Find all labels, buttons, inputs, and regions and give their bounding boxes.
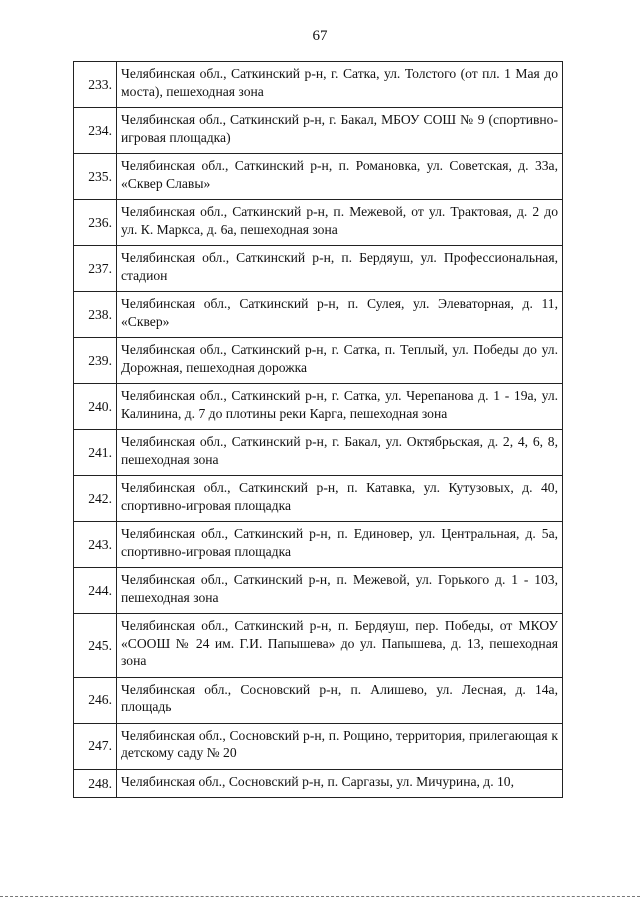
address-text: Челябинская обл., Саткинский р-н, п. Единовер, ул. Центральная, д. 5а, спортивно-игровая площадка <box>121 526 558 559</box>
row-number: 242. <box>74 476 117 522</box>
address-text: Челябинская обл., Саткинский р-н, г. Бакал, МБОУ СОШ № 9 (спортивно-игровая площадка) <box>121 112 558 145</box>
address-cell <box>117 108 563 154</box>
address-cell <box>117 476 563 522</box>
row-number: 237. <box>74 246 117 292</box>
address-text: Челябинская обл., Саткинский р-н, г. Сатка, п. Теплый, ул. Победы до ул. Дорожная, пешеходная дорожка <box>121 342 558 375</box>
address-text: Челябинская обл., Сосновский р-н, п. Саргазы, ул. Мичурина, д. 10, <box>121 773 515 789</box>
table-row <box>74 430 563 476</box>
address-cell <box>117 568 563 614</box>
address-cell <box>117 430 563 476</box>
address-table <box>73 61 563 798</box>
row-number: 239. <box>74 338 117 384</box>
address-text: Челябинская обл., Саткинский р-н, г. Сатка, ул. Черепанова д. 1 - 19а, ул. Калинина, д. 7 до плотины реки Карга, пешеходная зона <box>121 388 558 421</box>
address-text: Челябинская обл., Саткинский р-н, г. Бакал, ул. Октябрьская, д. 2, 4, 6, 8, пешеходная зона <box>121 434 558 467</box>
address-cell <box>117 338 563 384</box>
row-number: 240. <box>74 384 117 430</box>
row-number: 248. <box>74 769 117 798</box>
row-number: 236. <box>74 200 117 246</box>
table-row <box>74 522 563 568</box>
address-text: Челябинская обл., Саткинский р-н, п. Межевой, ул. Горького д. 1 - 103, пешеходная зона <box>121 572 558 605</box>
row-number: 246. <box>74 677 117 723</box>
bottom-rule <box>0 896 640 897</box>
table-row <box>74 677 563 723</box>
row-number: 241. <box>74 430 117 476</box>
table-row <box>74 154 563 200</box>
address-cell <box>117 522 563 568</box>
table-row <box>74 200 563 246</box>
row-number: 245. <box>74 614 117 678</box>
table-row <box>74 614 563 678</box>
address-text: Челябинская обл., Саткинский р-н, п. Бердяуш, ул. Профессиональная, стадион <box>121 250 558 283</box>
address-text: Челябинская обл., Саткинский р-н, п. Межевой, от ул. Трактовая, д. 2 до ул. К. Маркса, д. 6а, пешеходная зона <box>121 204 558 237</box>
address-table-body <box>74 62 563 798</box>
address-cell <box>117 769 563 798</box>
address-cell <box>117 677 563 723</box>
row-number: 238. <box>74 292 117 338</box>
address-text: Челябинская обл., Сосновский р-н, п. Алишево, ул. Лесная, д. 14а, площадь <box>121 681 558 714</box>
table-row <box>74 568 563 614</box>
table-row <box>74 476 563 522</box>
table-row <box>74 384 563 430</box>
table-row <box>74 62 563 108</box>
table-row <box>74 723 563 769</box>
row-number: 244. <box>74 568 117 614</box>
address-cell <box>117 384 563 430</box>
page-number: 67 <box>312 28 328 44</box>
address-text: Челябинская обл., Саткинский р-н, п. Сулея, ул. Элеваторная, д. 11, «Сквер» <box>121 296 558 329</box>
table-row <box>74 246 563 292</box>
row-number: 233. <box>74 62 117 108</box>
table-row <box>74 769 563 798</box>
row-number: 243. <box>74 522 117 568</box>
address-cell <box>117 246 563 292</box>
row-number: 247. <box>74 723 117 769</box>
table-row <box>74 292 563 338</box>
address-cell <box>117 62 563 108</box>
address-text: Челябинская обл., Саткинский р-н, г. Сатка, ул. Толстого (от пл. 1 Мая до моста), пешеходная зона <box>121 66 558 99</box>
address-cell <box>117 614 563 678</box>
row-number: 234. <box>74 108 117 154</box>
address-cell <box>117 723 563 769</box>
address-text: Челябинская обл., Сосновский р-н, п. Рощино, территория, прилегающая к детскому саду № 20 <box>121 727 558 760</box>
row-number: 235. <box>74 154 117 200</box>
table-row <box>74 338 563 384</box>
table-row <box>74 108 563 154</box>
address-cell <box>117 200 563 246</box>
address-cell <box>117 292 563 338</box>
address-text: Челябинская обл., Саткинский р-н, п. Бердяуш, пер. Победы, от МКОУ «СООШ № 24 им. Г.И. Папышева» до ул. Папышева, д. 13, пешеходная зона <box>121 618 558 668</box>
address-text: Челябинская обл., Саткинский р-н, п. Романовка, ул. Советская, д. 33а, «Сквер Славы» <box>121 158 558 191</box>
address-text: Челябинская обл., Саткинский р-н, п. Катавка, ул. Кутузовых, д. 40, спортивно-игровая площадка <box>121 480 558 513</box>
address-cell <box>117 154 563 200</box>
